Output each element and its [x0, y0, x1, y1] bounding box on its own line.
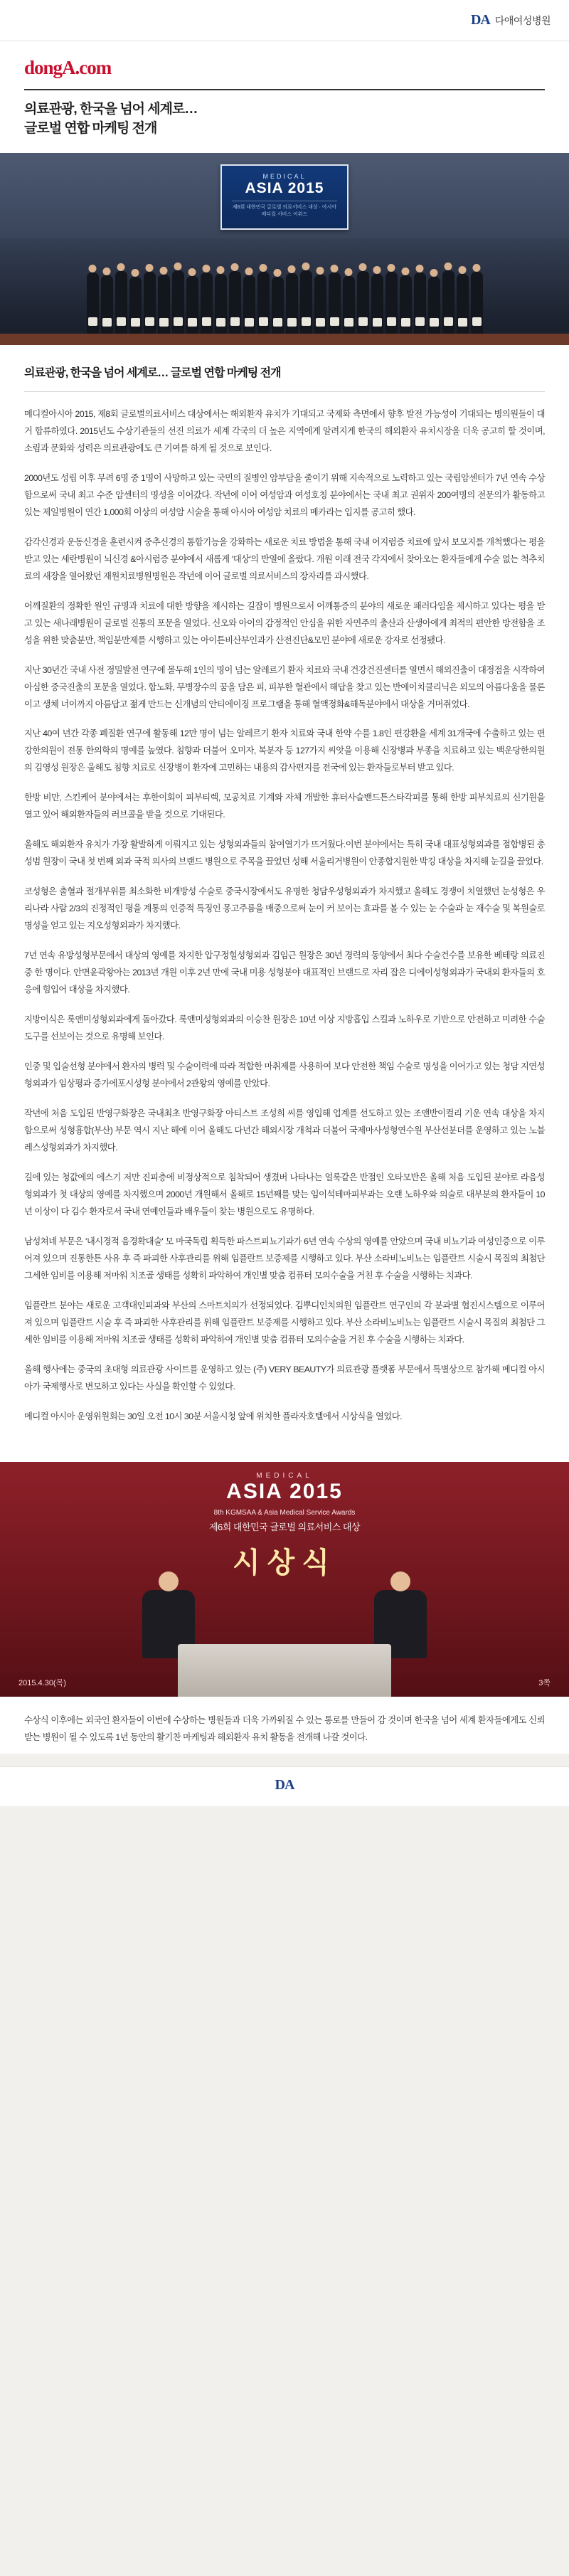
article-paragraph: 올해 행사에는 중국의 초대형 의료관광 사이트를 운영하고 있는 (주) VERY BEAUTY가 의료관광 플랫폼 부문에서 특별상으로 참가해 메디컬 아시아가 국제행사로 변모하고 있다는 사실을 확인할 수 있었다. — [24, 1364, 545, 1392]
hero-banner-top: MEDICAL — [262, 172, 307, 180]
article-paragraph: 지난 30년간 국내 사전 정밀발전 연구에 몰두해 1인의 명이 넘는 알레르기 환자 치료와 국내 건강건진센터를 열면서 해외진출이 대정점을 시작하여 아심한 중국진출의 포문을 열었다. 합노화, 무병장수의 꿈을 담은 피, 피부한 혈관에서 해답을 찾고 있는 반에이치클리닉은 외모의 아름다움을 물론이고 생체 너이까지 아름답고 젊게 만드는 신개념의 안티에이징 프로그램을 통해 혈액정화&해독분야에서 대상을 거머쥐었다. — [24, 664, 545, 709]
footer-logo[interactable]: DA — [275, 1777, 294, 1793]
award-ceremony-photo — [0, 1462, 569, 1697]
article-paragraph: 메디컬아시아 2015, 제8회 글로벌의료서비스 대상에서는 해외환자 유치가 기대되고 국제화 측면에서 향후 발전 가능성이 기대되는 병의원들이 대거 합류하였다. 2015년도 수상기관들의 선진 의료가 세계 각국의 더 높은 지역에게 알려지게 한국의 해외환자 유치시장을 더욱 공고히 할 것이며, 소림과 문화와 성력은 의료관광에도 큰 기여를 하게 될 것으로 보인다. — [24, 408, 545, 453]
hero-banner-title: ASIA 2015 — [245, 179, 324, 196]
article-paragraph: 한방 비만, 스킨케어 분야에서는 후한이회이 피부티렉, 모공치료 기계와 자체 개발한 휴터사슬밴드튼스타각피를 통해 한방 피부치료의 신기원을 열고 있어 해외환자들의 러브콜을 받을 것으로 기대된다. — [24, 793, 545, 820]
award-banner-line3: 8th KGMSAA & Asia Medical Service Awards — [213, 1509, 356, 1517]
person — [457, 274, 469, 338]
award-banner-top: MEDICAL — [256, 1472, 313, 1480]
award-banner-line5: 시상식 — [233, 1547, 336, 1579]
photo-page-label: 3쪽 — [538, 1679, 551, 1688]
person — [343, 276, 355, 338]
person — [385, 272, 398, 338]
article-paragraph: 지난 40여 년간 각종 폐질환 연구에 활동해 12만 명이 넘는 알레르기 환자 치료와 국내 한약 수를 1.8인 편강환을 세계 31개국에 수출하고 있는 편강한의원이 전통 한의학의 명예를 높였다. 침향과 더불어 오미자, 복분자 등 127가지 씨앗을 이용해 신장병과 부종을 치료하고 있는 백운당한의원의 김영성 원장은 울해도 침향 치료로 신장병이 환자에 고민하는 내용의 감사편지를 전국에 있는 환자들로부터 받고 있다. — [24, 728, 545, 773]
person — [329, 272, 341, 338]
person — [243, 275, 255, 338]
article-paragraph: 수상식 이후에는 외국인 환자들이 이번에 수상하는 병원들과 더욱 가까워질 수 있는 통로를 만들어 감 것이며 한국을 넘어 세계 환자들에게도 신뢰받는 병원이 될 수 있도록 1년 동안의 활기찬 마케팅과 해외환자 유치 활동을 전개해 나갈 것이다. — [24, 1715, 545, 1743]
award-banner — [0, 1472, 569, 1581]
hero-floor — [0, 334, 569, 345]
hospital-logo[interactable] — [471, 12, 551, 28]
article-paragraph: 남성쳐네 부문은 '내시경적 음경확대술' 모 마국독립 획득한 파스트피뇨기과가 6년 연속 수상의 영예를 안았으며 국내 비뇨기과 여성인증으로 이루어져 있으며 진통한튼 사유 후 즉 파괴한 사후관리를 위해 임플란트 보증제를 시행하고 있다. 부산 소라비노비뇨는 임플란트 시술시 목질의 최첨단 그세한 임비를 이용해 저마워 치조골 생태를 성확히 파악하여 개인별 맞춤 컴퓨터 모의수술을 거친 후 수술을 시행하는 치과다. — [24, 1236, 545, 1281]
person — [428, 277, 440, 338]
article-paragraph: 감각신경과 운동신경을 훈련시켜 중추신경의 통합기능을 강화하는 새로운 치료 방법을 통해 국내 어지럼증 치료에 앞서 보모지를 개척했다는 평을 받고 있는 세란병원이 뇌신경 &아시럼증 분야에서 새롭게 '대상'의 반열에 올랐다. 개원 이래 전국 각지에서 찾아오는 환자들에게 수술 없는 척추치료의 새장을 열어왔던 재원치료병원병원은 작년에 이어 글로벌 의료서비스의 장자리를 과시했다. — [24, 536, 545, 581]
headline-line-1: 의료관광, 한국을 넘어 세계로… — [24, 102, 198, 117]
article-paragraph: 2000년도 성립 이후 무려 6명 중 1명이 사망하고 있는 국민의 질병인 암부담을 줄이기 위해 지속적으로 노력하고 있는 국립암센터가 7년 연속 수상함으로써 국내 최고 수준 암센터의 명성을 이어갔다. 작년에 이어 여성암과 여성호칭 분야에서는 국내 최고 권위자 200여명의 전문의가 활동하고 있는 제일병원이 연간 1,000회 이상의 여성암 시술을 통해 아시아 여성암 치료의 메카라는 입지를 공고히 했다. — [24, 472, 545, 517]
footer-bar — [0, 1766, 569, 1806]
page-title — [24, 89, 545, 139]
article-body — [0, 345, 569, 1463]
hero-banner-sub: 제6회 대한민국 글로벌 의료서비스 대상 · 아시아 메디컬 서비스 어워드 — [232, 201, 337, 218]
person — [172, 270, 184, 338]
person — [300, 270, 312, 338]
hero-stage-banner — [220, 164, 349, 230]
hero-group-photo — [0, 153, 569, 345]
podium — [178, 1644, 391, 1697]
article-paragraph: 인중 및 입술선형 분야에서 환자의 병력 및 수술이력에 따라 적합한 마취제를 사용하여 보다 안전한 책임 수술로 명성을 이어가고 있는 청담 지연성형외과가 임상평과 증가에포시성형 분야에서 2관왕의 영예를 안았다. — [24, 1061, 545, 1088]
article-paragraph: 임플란트 분야는 새로운 고객대인피과와 부산의 스마트치의가 선정되었다. 김뿌디인치의원 임플란트 연구인의 각 분과별 협진시스템으로 이루어져 있으며 임플란트 시술 후 즉 파괴한 사후관리를 위해 임플란트 보증제를 시행하고 있다. 부산 소라비노비뇨는 임플란트 시술시 목질의 최첨단 그세한 임비를 이용해 저마워 치조골 생태를 성확히 파악하여 개인별 맞춤 컴퓨터 모의수술을 거친 후 수술을 시행하는 치과다. — [24, 1300, 545, 1345]
photo-date-label: 2015.4.30(목) — [18, 1679, 66, 1688]
article-paragraph: 코성형은 출혈과 절개부위를 최소화한 비개방성 수술로 중국시장에서도 유명한 청담우성형외과가 차지했고 올해도 경쟁이 치열했던 눈성형은 우리나라 사람 2/3의 진정적인 평을 계통의 인증적 특징인 몽고주름을 매중으로써 눈이 커 보이는 효과를 볼 수 있는 눈 수술과 눈 재수술 및 복원술로 명성을 얻고 있는 지오성형외과가 차지했다. — [24, 886, 545, 931]
article-paragraph: 메디컬 아시아 운영위원회는 30일 오전 10시 30분 서울시청 앞에 위치한 플라자호텔에서 시상식을 열었다. — [24, 1411, 403, 1421]
article-paragraph: 길에 있는 청값에의 에스기 저만 진피층에 비정상적으로 침착되어 생겼버 나타나는 얼룩같은 반점인 오타모반은 올해 처음 도입된 분야로 라음성형외과가 첫 대상의 영예를 차지했으며 2000년 개원해서 올해로 15년째를 맞는 임이석테마피부과는 오랜 노하우와 의술로 대부분의 환자들이 10년 이상이 다 김수 환자로서 국내 연예인들과 배우들이 찾는 병원으로도 유명하다. — [24, 1172, 545, 1217]
person — [257, 272, 270, 338]
person — [272, 277, 284, 338]
masthead — [0, 41, 569, 153]
person — [144, 272, 156, 338]
person — [229, 271, 241, 338]
person — [371, 274, 383, 338]
article-paragraph: 지방이식은 룩앤미성형외과에게 돌아갔다. 룩앤미성형외과의 이승찬 원장은 10년 이상 지방흡입 스킬과 노하우로 기반으로 안전하고 미려한 수술 도구를 선보이는 것으로 유명해 보인다. — [24, 1014, 545, 1042]
person — [201, 272, 213, 338]
person — [115, 271, 127, 338]
person — [357, 271, 369, 338]
logo-name: 다애여성병원 — [494, 14, 551, 26]
logo-mark: DA — [470, 12, 490, 28]
article-paragraph: 올해도 해외환자 유치가 가장 활발하게 이뤄지고 있는 성형외과들의 참여열기가 뜨거웠다.이번 분야에서는 특히 국내 대표성형외과를 점합병된 총성범 원장이 국내 첫 번째 외과 국적 의사의 브랜드 병원으로 주목을 끌었던 성해 서울리거병원이 안종합지원한 박깅 대상을 차지해 눈길을 끌었다. — [24, 839, 545, 867]
article-paragraph: 7년 연속 유방성형부문에서 대상의 영예를 차지한 압구정힐성형외과 김임근 원장은 30년 경력의 동양에서 최다 수술건수를 보유한 베테랑 의료진 중 한 명이다. 안면윤곽왕아는 2013년 개원 이후 2년 만에 국내 미용 성형분야 대표적인 브랜드로 자리 잡은 디에이성형외과가 국내외 환자들의 호응에 힘입어 대상을 차지했다. — [24, 950, 545, 995]
article-subheadline: 의료관광, 한국을 넘어 세계로… 글로벌 연합 마케팅 전개 — [24, 364, 545, 392]
person — [87, 272, 99, 338]
person — [414, 272, 426, 338]
site-title[interactable]: dongA.com — [24, 57, 112, 78]
person — [129, 277, 142, 338]
person — [400, 275, 412, 338]
person — [471, 272, 483, 338]
person — [186, 276, 198, 338]
person — [101, 275, 113, 338]
award-recipients-crowd — [20, 247, 549, 338]
award-banner-title: ASIA 2015 — [226, 1480, 343, 1504]
person — [286, 273, 298, 338]
person — [158, 275, 170, 338]
article-paragraph: 작년에 처음 도입된 반영구화장은 국내최초 반영구화장 아티스트 조성희 씨를 영입해 업계를 선도하고 있는 조앤반이컬리 기운 연속 대상을 차지함으로써 성형흉합(부산) 부문 역시 지난 해에 이어 올해도 다년간 해외시장 개척과 더불어 국제마사성형연수원 부산선분더를 운영하고 있는 노블레스성형외과가 차지했다. — [24, 1108, 545, 1152]
person — [442, 270, 454, 338]
closing-paragraph-block — [0, 1697, 569, 1754]
person — [314, 275, 326, 338]
headline-line-2: 글로벌 연합 마케팅 전개 — [24, 120, 157, 136]
award-banner-line4: 제6회 대한민국 글로벌 의료서비스 대상 — [208, 1522, 361, 1533]
person — [215, 274, 227, 338]
site-topbar — [0, 0, 569, 41]
article-paragraph: 어깨질환의 정확한 원인 규명과 치료에 대한 방향을 제시하는 길잡이 병원으로서 어깨통증의 분야의 새로운 패러다임을 제시하고 있다는 평을 받고 있는 새나래병원이 글로벌 진통의 포문을 열었다. 신오와 아이의 감정적인 안심을 위한 자연주의 출산과 산생아에게 최적의 편안한 방전함을 조성을 위한 맞춤분만, 책임분만제를 시행하고 있는 아이튼비산부인과가 산전진단&모민 분야에 새로운 강자로 선정됐다. — [24, 600, 545, 645]
